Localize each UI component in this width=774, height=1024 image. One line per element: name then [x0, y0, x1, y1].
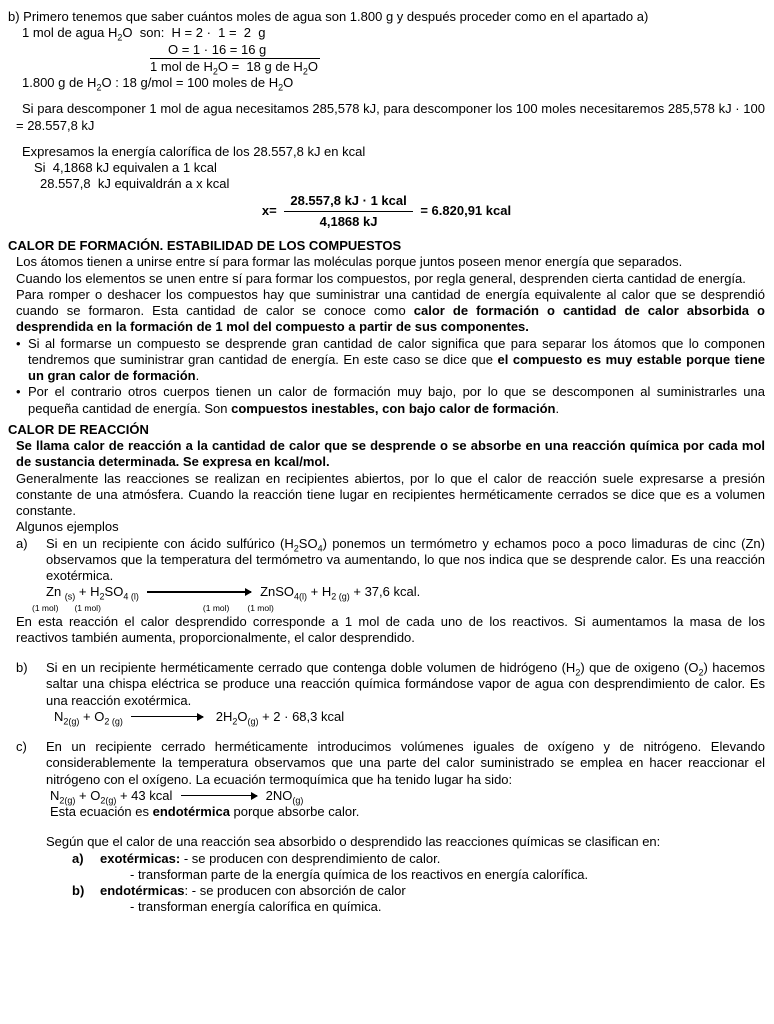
list-marker: b) [72, 883, 85, 898]
text-segment: + 2 · 68,3 kcal [258, 708, 345, 724]
example-a-note [8, 614, 765, 647]
text-segment: (g) [247, 716, 259, 727]
text-segment: 2H [208, 708, 233, 724]
text-segment: calor de formación o cantidad de calor absorbida o desprendida en la formación de 1 mol del compuesto a partir de sus componentes. [16, 303, 765, 335]
list-marker: a) [16, 535, 28, 551]
text-segment: (1 mol) [202, 602, 230, 613]
classification-exotermicas-2 [8, 867, 765, 883]
text-segment: Generalmente las reacciones se realizan en recipientes abiertos, por lo que el calor de reacción suele expresarse a presión constante de una atmósfera. Cuando la reacción tiene lugar en recipientes herméticamente cerrados se dice que es a volumen constante. [16, 470, 765, 518]
text-segment: (1 mol) [32, 602, 59, 613]
text-segment: CALOR DE FORMACIÓN. ESTABILIDAD DE LOS COMPUESTOS [8, 238, 402, 253]
text-segment: ) hacemos saltar una chispa eléctrica se produce una reacción química formándose vapor de agua con desprendimiento de calor. Es una reacción exotérmica. [46, 660, 765, 708]
reaction-arrow-icon [147, 591, 251, 593]
text-segment: O : 18 g/mol = 100 moles de H [101, 75, 279, 90]
text-segment: 2 [117, 32, 123, 43]
text-segment: compuestos inestables, con bajo calor de formación [231, 400, 556, 416]
intro-line-b [8, 9, 765, 25]
list-marker: a) [72, 850, 84, 866]
text-segment: (g) [292, 795, 304, 806]
text-segment: Por el contrario otros cuerpos tienen un calor de formación muy bajo, por lo que se descomponen al suministrarles una pequeña cantidad de energía. Son [28, 384, 765, 416]
text-segment: 4 [317, 543, 323, 554]
fraction-denominator: 4,1868 kJ [319, 213, 378, 229]
text-segment: Algunos ejemplos [16, 519, 119, 535]
text-segment: + H [307, 584, 332, 600]
gap [8, 230, 765, 238]
classification-endotermicas [8, 883, 765, 899]
text-segment: O = 18 g de H [217, 58, 303, 74]
text-segment: Si 4,1868 kJ equivalen a 1 kcal [34, 160, 217, 175]
text-segment: 2(g) [100, 795, 117, 806]
text-segment: ) que de oxigeno (O [580, 660, 699, 675]
molar-mass-total [8, 59, 765, 75]
equation-result: = 6.820,91 kcal [416, 202, 512, 218]
text-segment: O [283, 75, 294, 90]
text-segment: En esta reacción el calor desprendido corresponde a 1 mol de cada uno de los reactivos. Si aumentamos la masa de los reactivos también aumenta, proporcionalmente, el calor desprendido. [16, 613, 765, 645]
text-segment: Según que el calor de una reacción sea absorbido o desprendido las reacciones químicas se clasifican en: [46, 834, 661, 850]
text-segment: 1.800 g de H [22, 75, 97, 90]
text-segment: . [195, 368, 200, 383]
mol-labels [8, 601, 765, 614]
reaccion-definition [8, 438, 765, 471]
text-segment: O son: H = 2 · 1 = 2 g [122, 25, 266, 41]
gap [8, 820, 765, 834]
gap [8, 646, 765, 660]
examples-label [8, 519, 765, 535]
formacion-paragraph-1 [8, 254, 765, 270]
text-segment [139, 584, 143, 599]
text-segment: Para romper o deshacer los compuestos hay que suministrar una cantidad de energía equivalente al calor que se desprendió cuando se formaron. Esta cantidad de calor se conoce como [16, 286, 765, 318]
text-segment: O = 1 · 16 = 16 g [168, 41, 267, 57]
text-segment: ) ponemos un termómetro y echamos poco a poco limaduras de cinc (Zn) observamos que la temperatura del termómetro va aumentando, lo que nos indica que se desprende calor. Es una reacción exotérmica. [46, 535, 765, 583]
gap [8, 134, 765, 144]
text-segment: N [50, 787, 60, 803]
list-marker: b) [16, 660, 28, 675]
text-segment: CALOR DE REACCIÓN [8, 421, 149, 437]
classification-intro [8, 834, 765, 850]
text-segment: porque absorbe calor. [229, 804, 360, 819]
formacion-paragraph-3 [8, 287, 765, 336]
text-segment: 2(g) [63, 716, 80, 727]
heading-calor-formacion [8, 238, 765, 254]
classification-exotermicas [8, 851, 765, 867]
text-segment: + H [75, 584, 100, 600]
text-segment: . [555, 400, 560, 416]
gap [8, 91, 765, 101]
list-marker: c) [16, 739, 27, 754]
text-segment: Si en un recipiente herméticamente cerrado que contenga doble volumen de hidrógeno (H [46, 660, 576, 675]
text-segment: SO [104, 584, 124, 600]
endothermic-note [8, 804, 765, 820]
text-segment: 2 [99, 591, 105, 602]
text-segment: 4 (l) [123, 591, 139, 602]
text-segment: 2 [232, 716, 238, 727]
molar-mass-hydrogen [8, 25, 765, 41]
text-segment: b) Primero tenemos que saber cuántos moles de agua son 1.800 g y después proceder como en el apartado a) [8, 9, 649, 24]
text-segment: + 43 kcal [116, 787, 176, 803]
text-segment: 2 [575, 667, 581, 678]
equation-c [8, 788, 765, 804]
text-segment: Si en un recipiente con ácido sulfúrico (H [46, 535, 294, 551]
text-segment: exotérmicas: [100, 850, 184, 866]
text-segment: 2 (g) [331, 591, 350, 602]
text-segment: (s) [64, 591, 76, 602]
text-segment: Cuando los elementos se unen entre sí para formar los compuestos, por regla general, desprenden cierta cantidad de energía. [16, 270, 746, 286]
text-segment: Esta ecuación es [50, 804, 153, 819]
formacion-paragraph-2 [8, 271, 765, 287]
text-segment: : - se producen con absorción de calor [184, 883, 406, 898]
text-segment [123, 709, 127, 724]
text-segment: 1 mol de H [150, 58, 213, 74]
express-kcal-line [8, 144, 765, 160]
text-segment: Si para descomponer 1 mol de agua necesitamos 285,578 kJ, para descomponer los 100 moles necesitaremos 285,578 kJ · 100 = 28.557,8 kJ [16, 101, 765, 133]
text-segment: Se llama calor de reacción a la cantidad de calor que se desprende o se absorbe en una reacción química por cada mol de sustancia determinada. Se expresa en kcal/mol. [16, 438, 765, 470]
text-segment: + O [75, 787, 101, 803]
text-segment: 2 [698, 667, 704, 678]
equation-a [8, 584, 765, 600]
moles-calculation [8, 75, 765, 91]
gap [8, 725, 765, 739]
text-segment: - transforman energía calorífica en química. [130, 899, 382, 915]
text-segment: Zn [46, 584, 65, 600]
text-segment: 2 (g) [104, 716, 123, 727]
fraction-numerator: 28.557,8 kJ · 1 kcal [284, 193, 412, 212]
decompose-paragraph [8, 101, 765, 134]
reaccion-paragraph [8, 471, 765, 520]
reaction-arrow-icon [131, 716, 203, 718]
text-segment: 2NO [261, 787, 293, 803]
text-segment: O [237, 708, 248, 724]
text-segment: 4(l) [294, 591, 308, 602]
equivalence-line-2 [8, 176, 765, 192]
text-segment: - transforman parte de la energía química de los reactivos en energía calorífica. [130, 866, 589, 882]
text-segment: 2 [302, 66, 308, 77]
reaction-arrow-icon [181, 795, 257, 797]
text-segment: 2 [96, 82, 102, 93]
text-segment: O [307, 58, 318, 74]
text-segment: 1 mol de agua H [22, 25, 118, 41]
text-segment: Los átomos tienen a unirse entre sí para formar las moléculas porque juntos poseen menor energía que separados. [16, 254, 683, 270]
text-segment: + 37,6 kcal. [349, 584, 421, 600]
example-c-paragraph [8, 739, 765, 788]
text-segment: 2(g) [59, 795, 76, 806]
equation-lhs: x= [261, 202, 277, 218]
text-segment: endotérmicas [100, 883, 185, 898]
list-marker: • [16, 384, 21, 400]
bullet-compuesto-estable [8, 336, 765, 385]
text-segment: (1 mol) [74, 602, 101, 613]
equation-b [8, 709, 765, 725]
bullet-compuesto-inestable [8, 384, 765, 417]
text-segment: (1 mol) [247, 602, 274, 613]
conversion-equation [8, 193, 765, 231]
equivalence-line-1 [8, 160, 765, 176]
list-marker: • [16, 335, 21, 351]
text-segment: endotérmica [152, 804, 230, 819]
text-segment: ZnSO [256, 584, 295, 600]
heading-calor-reaccion [8, 422, 765, 438]
text-segment: SO [298, 535, 318, 551]
example-a-paragraph [8, 536, 765, 585]
text-segment: 2 [278, 82, 284, 93]
text-segment: 2 [293, 543, 299, 554]
text-segment: el compuesto es muy estable porque tiene un gran calor de formación [28, 351, 765, 383]
text-segment: 28.557,8 kJ equivaldrán a x kcal [40, 176, 230, 192]
text-segment: 2 [212, 66, 218, 77]
molar-mass-oxygen [8, 42, 765, 58]
text-segment: N [54, 708, 64, 724]
text-segment: + O [79, 708, 105, 724]
text-segment: Expresamos la energía calorífica de los 28.557,8 kJ en kcal [22, 143, 366, 159]
text-segment: En un recipiente cerrado herméticamente introducimos volúmenes iguales de oxígeno y de nitrógeno. Elevando considerablemente la temperatura observamos que una parte del calor suministrado se emplea en hacer reaccionar el nitrógeno con el oxígeno. La ecuación termoquímica que ha tenido lugar ha sido: [46, 739, 765, 787]
text-segment: Si al formarse un compuesto se desprende gran cantidad de calor significa que para separar los átomos que lo componen tendremos que suministrar gran cantidad de energía. En este caso se dice que [28, 335, 765, 367]
fraction [284, 193, 412, 231]
classification-endotermicas-2 [8, 899, 765, 915]
text-segment: - se producen con desprendimiento de calor. [183, 850, 441, 866]
example-b-paragraph [8, 660, 765, 709]
